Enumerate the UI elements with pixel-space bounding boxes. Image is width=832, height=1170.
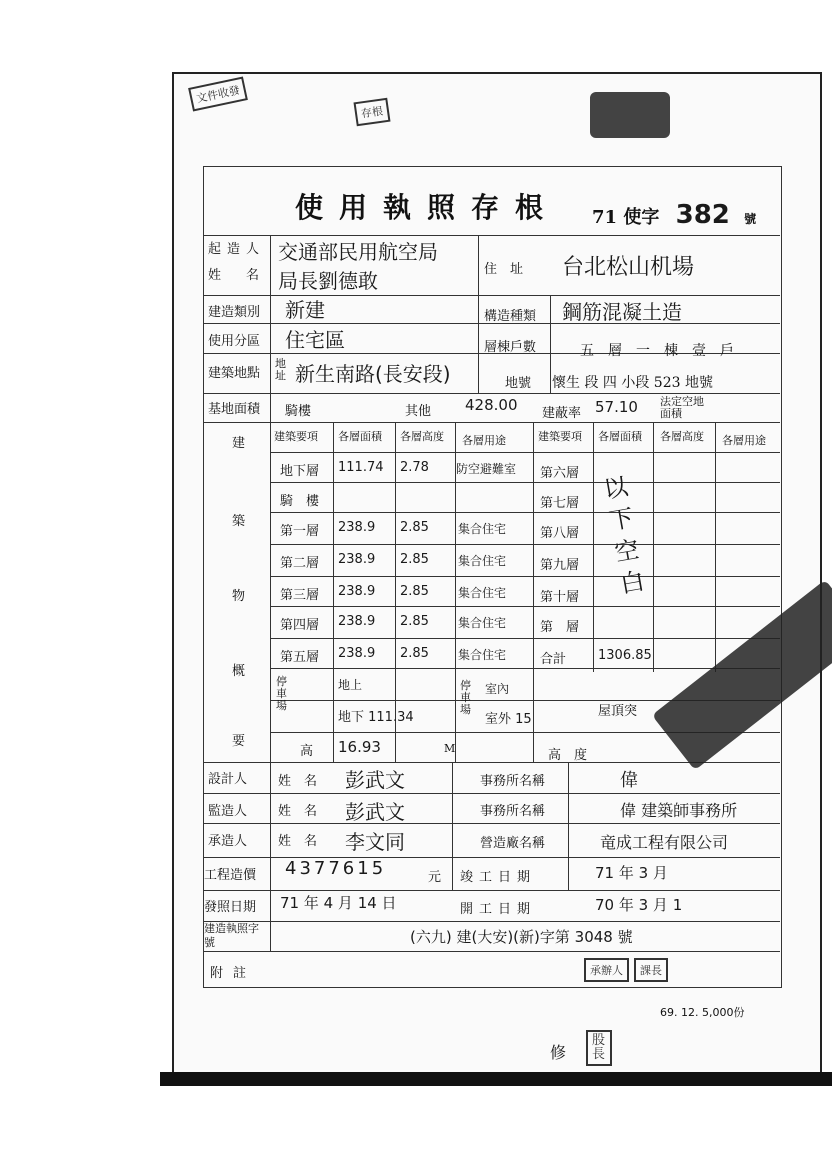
coverage-label: 建蔽率: [542, 406, 582, 421]
row-floor5-height: 2.85: [400, 646, 429, 661]
row-floor3-height: 2.85: [400, 584, 429, 599]
row-floor2-height: 2.85: [400, 552, 429, 567]
row-floor5-use: 集合住宅: [458, 648, 507, 662]
contractor-label: 承造人: [208, 834, 248, 849]
contractor-firm: 竜成工程有限公司: [600, 833, 729, 852]
footer-stamp-1: 修: [550, 1043, 567, 1062]
permit-suffix: 號: [744, 212, 757, 226]
row-floor4-height: 2.85: [400, 614, 429, 629]
top-stamp-2: 存根: [353, 98, 390, 126]
supervisor-label: 監造人: [208, 804, 248, 819]
height-label: 高: [300, 744, 314, 759]
zone-label: 使用分區: [208, 334, 261, 349]
supervisor-name-label: 姓 名: [278, 804, 318, 819]
row-floor4-area: 238.9: [338, 614, 376, 629]
row-floor5-label: 第五層: [280, 650, 320, 665]
structure-value: 鋼筋混凝土造: [562, 300, 682, 324]
print-info: 69. 12. 5,000份: [660, 1006, 745, 1019]
floors-label: 層棟戶數: [484, 340, 537, 355]
header-use-right: 各層用途: [722, 434, 766, 447]
row-floor1-height: 2.85: [400, 520, 429, 535]
lot-value: 懷生 段 四 小段 523 地號: [552, 375, 713, 391]
cost-unit: 元: [428, 870, 442, 885]
site-label: 建築地點: [208, 366, 261, 381]
row-floor2-use: 集合住宅: [458, 554, 507, 568]
header-area-right: 各層面積: [598, 430, 642, 443]
structure-label: 構造種類: [484, 309, 537, 324]
note-label: 附註: [210, 966, 257, 981]
area-label: 基地面積: [208, 402, 261, 417]
header-item-right: 建築要項: [538, 430, 582, 443]
row-floor3-label: 第三層: [280, 588, 320, 603]
row-basement-use: 防空避難室: [456, 462, 517, 476]
parking-underground: 地下 111.34: [338, 710, 414, 725]
roof-label: 屋頂突: [598, 704, 638, 719]
coverage-value: 57.10: [595, 398, 638, 416]
side-label-2: 築: [232, 514, 246, 529]
row-floor3-use: 集合住宅: [458, 586, 507, 600]
build-type-label: 建造類別: [208, 305, 261, 320]
side-label-1: 建: [232, 436, 246, 451]
header-item-left: 建築要項: [274, 430, 318, 443]
lot-label: 地號: [505, 376, 532, 391]
completion-value: 71 年 3 月: [595, 864, 668, 882]
page-title: 使用執照存根: [295, 191, 560, 224]
row-floor9-label: 第九層: [540, 558, 580, 573]
header-height-left: 各層高度: [400, 430, 444, 443]
row-floor2-area: 238.9: [338, 552, 376, 567]
cost-value: 4377615: [285, 858, 387, 879]
owner-address: 台北松山机場: [562, 255, 695, 280]
address-label: 住 址: [484, 262, 524, 277]
permit-prefix: 71 使字: [592, 207, 660, 228]
top-left-stamp: 文件收發: [188, 76, 248, 111]
chief-stamp: 課長: [634, 958, 668, 982]
permit-number-value: 382: [675, 200, 730, 230]
scan-margin: [0, 0, 170, 1170]
header-area-left: 各層面積: [338, 430, 382, 443]
row-floor3-area: 238.9: [338, 584, 376, 599]
contractor-name: 李文同: [345, 830, 405, 854]
supervisor-office-label: 事務所名稱: [480, 804, 546, 819]
start-value: 70 年 3 月 1: [595, 896, 683, 914]
handler-stamp: 承辦人: [584, 958, 629, 982]
row-floor6-label: 第六層: [540, 466, 580, 481]
height-unit: M: [444, 742, 456, 755]
owner-name: 局長劉德敢: [278, 269, 378, 293]
other-label: 其他: [405, 404, 432, 419]
designer-name: 彭武文: [345, 768, 405, 792]
row-total-value: 1306.85: [598, 648, 652, 663]
contractor-name-label: 姓 名: [278, 834, 318, 849]
site-value: 新生南路(長安段): [295, 362, 451, 386]
license-label: 建造執照字號: [204, 922, 259, 949]
designer-name-label: 姓 名: [278, 774, 318, 789]
license-value: (六九) 建(大安)(新)字第 3048 號: [410, 928, 633, 946]
row-floor4-label: 第四層: [280, 618, 320, 633]
header-use-left: 各層用途: [462, 434, 506, 447]
owner-org: 交通部民用航空局: [278, 240, 438, 264]
site-prefix: 地址: [275, 357, 286, 382]
issue-label: 發照日期: [204, 900, 257, 915]
row-floor4-use: 集合住宅: [458, 616, 507, 630]
contractor-firm-label: 營造廠名稱: [480, 836, 546, 851]
side-label-3: 物: [232, 589, 246, 604]
row-floor5-area: 238.9: [338, 646, 376, 661]
top-right-stamp: [590, 92, 670, 138]
designer-office-label: 事務所名稱: [480, 774, 546, 789]
row-basement-label: 地下層: [280, 464, 320, 479]
row-total-label: 合計: [540, 652, 567, 667]
row-floor2-label: 第二層: [280, 556, 320, 571]
parking-ground: 地上: [338, 678, 363, 692]
row-basement-height: 2.78: [400, 460, 429, 475]
header-height-right: 各層高度: [660, 430, 704, 443]
build-type-value: 新建: [285, 298, 325, 322]
height-value: 16.93: [338, 738, 381, 756]
cost-label: 工程造價: [204, 868, 257, 883]
side-label-4: 概: [232, 664, 246, 679]
row-floor1-label: 第一層: [280, 524, 320, 539]
supervisor-office: 偉 建築師事務所: [620, 801, 738, 820]
completion-label: 竣工日期: [460, 870, 537, 885]
issue-value: 71 年 4 月 14 日: [280, 894, 397, 912]
parking-outdoor: 室外 15: [485, 712, 532, 727]
row-floor1-use: 集合住宅: [458, 522, 507, 536]
row-floor10-label: 第十層: [540, 590, 580, 605]
designer-label: 設計人: [208, 772, 248, 787]
side-label-5: 要: [232, 734, 246, 749]
row-arcade-label: 騎 樓: [280, 494, 320, 509]
other-value: 428.00: [465, 396, 518, 414]
designer-office: 偉: [620, 770, 638, 791]
row-floorx-label: 第 層: [540, 620, 580, 635]
scan-edge-bar: [160, 1072, 832, 1086]
parking-label-right: 停車場: [460, 679, 471, 716]
floors-value: 五 層 一 棟 壹 戶: [580, 343, 734, 359]
row-floor8-label: 第八層: [540, 526, 580, 541]
parking-label-left: 停車場: [276, 675, 287, 712]
parking-indoor: 室內: [485, 682, 510, 696]
footer-stamp-2: 股長: [586, 1030, 612, 1066]
start-label: 開工日期: [460, 902, 537, 917]
height-label-right: 高 度: [548, 748, 588, 763]
legal-space-label: 法定空地面積: [660, 395, 704, 420]
row-floor1-area: 238.9: [338, 520, 376, 535]
row-floor7-label: 第七層: [540, 496, 580, 511]
row-basement-area: 111.74: [338, 460, 384, 475]
arcade-label: 騎樓: [285, 404, 312, 419]
supervisor-name: 彭武文: [345, 800, 405, 824]
blank-below-note: 以下空白: [601, 472, 647, 599]
name-label: 姓 名: [208, 268, 266, 283]
zone-value: 住宅區: [285, 328, 345, 352]
builder-label: 起造人: [208, 242, 266, 257]
